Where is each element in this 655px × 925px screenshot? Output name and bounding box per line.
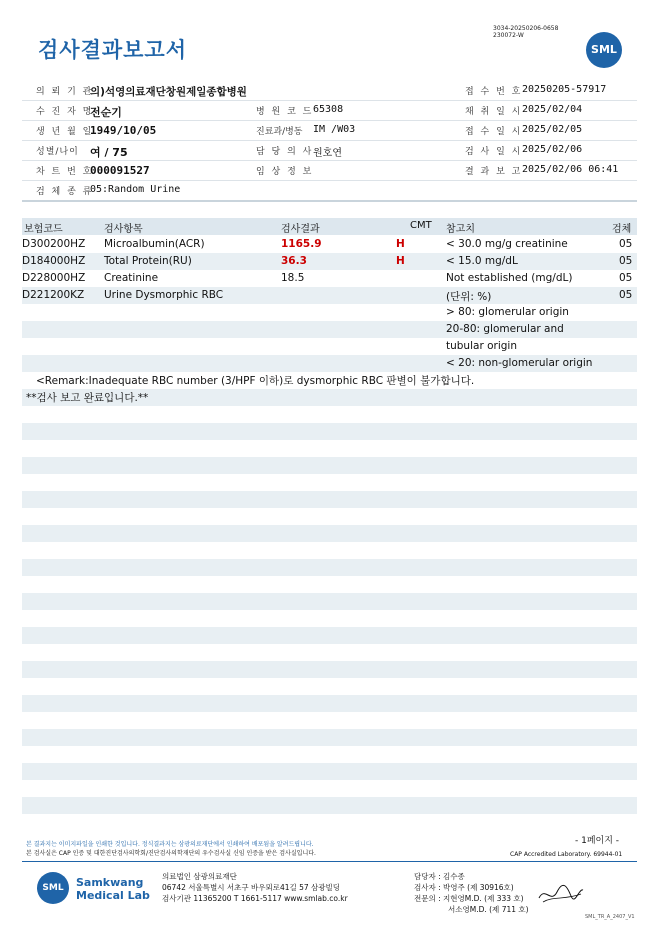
- test-date-value: 2025/02/06: [522, 144, 583, 155]
- row-ref: Not established (mg/dL): [446, 272, 573, 284]
- footer-brand: [76, 876, 150, 902]
- empty-row-band: [22, 525, 637, 542]
- row-specimen: 05: [619, 255, 633, 267]
- dept-value: IM /W03: [313, 124, 356, 135]
- sml-footer-logo-icon: SML: [37, 872, 69, 904]
- reference-line: [22, 355, 637, 372]
- notice-line-1: 본 결과지는 이미지파일을 인쇄한 것입니다. 정식결과지는 삼광의료재단에서 인쇄하여 배포됨을 알려드립니다.: [26, 841, 314, 848]
- doc-number-line-1: 3034-20250206-0658: [493, 25, 559, 32]
- header-code: 보험코드: [24, 224, 63, 235]
- patient-label: 수 진 자 명: [36, 107, 94, 117]
- doctor-label: 담 당 의 사: [256, 147, 314, 157]
- table-row: [22, 287, 637, 304]
- row-ref: < 30.0 mg/g creatinine: [446, 238, 568, 250]
- reference-text: > 80: glomerular origin: [446, 306, 569, 318]
- address-line-3: 검사기관 11365200 T 1661-5117 www.smlab.co.kr: [162, 894, 348, 903]
- reference-text: 20-80: glomerular and: [446, 323, 564, 335]
- reference-line: [22, 338, 637, 355]
- address-line-2: 06742 서울특별시 서초구 바우뫼로41길 57 삼광빌딩: [162, 883, 341, 892]
- footer-address: [162, 871, 348, 904]
- header-cmt: CMT: [410, 220, 432, 231]
- table-row: [22, 270, 637, 287]
- institution-label: 의 뢰 기 관: [36, 87, 94, 97]
- empty-row-band: [22, 729, 637, 746]
- row-specimen: 05: [619, 238, 633, 250]
- empty-row-band: [22, 627, 637, 644]
- row-ref: < 15.0 mg/dL: [446, 255, 518, 267]
- header-result: 검사결과: [281, 224, 320, 235]
- results-table-header: [22, 218, 637, 235]
- row-result: 36.3: [281, 255, 307, 267]
- dept-label: 진료과/병동: [256, 127, 303, 137]
- row-code: D184000HZ: [22, 255, 86, 267]
- row-code: D221200KZ: [22, 289, 85, 301]
- info-row-institution: [22, 80, 637, 101]
- footer-divider: [22, 861, 637, 862]
- cap-accreditation: CAP Accredited Laboratory. 69944-01: [510, 851, 623, 858]
- signature-icon: [537, 882, 585, 906]
- empty-row-band: [22, 695, 637, 712]
- page-number: - 1페이지 -: [575, 836, 620, 846]
- test-date-label: 검 사 일 시: [465, 147, 523, 157]
- reference-line: [22, 304, 637, 321]
- hospital-code-label: 병 원 코 드: [256, 107, 314, 117]
- brand-line-1: Samkwang: [76, 876, 144, 889]
- empty-row-band: [22, 763, 637, 780]
- row-item: Urine Dysmorphic RBC: [104, 289, 224, 301]
- staff-line-4: 서소영M.D. (제 711 호): [448, 905, 529, 914]
- report-date-value: 2025/02/06 06:41: [522, 164, 619, 175]
- address-line-1: 의료법인 삼광의료재단: [162, 872, 237, 881]
- notice-line-2: 본 검사실은 CAP 인증 및 대한진단검사의학회/진단검사의학재단의 우수검사실 신임 인증을 받은 검사실입니다.: [26, 850, 316, 857]
- row-code: D228000HZ: [22, 272, 86, 284]
- doc-number-line-2: 230072-W: [493, 32, 524, 39]
- receipt-no-value: 20250205-57917: [522, 84, 607, 95]
- chart-no-value: 000091527: [90, 164, 150, 177]
- row-item: Creatinine: [104, 272, 159, 284]
- row-flag: H: [396, 255, 405, 267]
- footer-staff: [414, 871, 529, 915]
- row-result: 18.5: [281, 272, 305, 284]
- report-complete-text: **검사 보고 완료입니다.**: [26, 392, 149, 404]
- empty-row-band: [22, 593, 637, 610]
- table-row: [22, 236, 637, 253]
- info-row-sex-age: [22, 140, 637, 161]
- row-flag: H: [396, 238, 405, 250]
- reference-text: tubular origin: [446, 340, 517, 352]
- header-ref: 참고치: [446, 224, 475, 235]
- hospital-code-value: 65308: [313, 104, 344, 115]
- collect-date-label: 채 취 일 시: [465, 107, 523, 117]
- info-row-specimen: [22, 180, 637, 202]
- empty-row-band: [22, 491, 637, 508]
- receipt-no-label: 접 수 번 호: [465, 87, 523, 97]
- staff-line-1: 담당자 : 김수종: [414, 872, 465, 881]
- footer-notice: [26, 840, 316, 858]
- sex-age-label: 성별/나이: [36, 147, 79, 157]
- chart-no-label: 차 트 번 호: [36, 167, 94, 177]
- header-item: 검사항목: [104, 224, 143, 235]
- sml-logo-icon: SML: [586, 32, 622, 68]
- report-title: 검사결과보고서: [38, 38, 188, 62]
- empty-row-band: [22, 559, 637, 576]
- institution-value: 의)석영의료재단창원제일종합병원: [90, 86, 247, 98]
- results-table-body: [22, 236, 637, 372]
- document-number: [493, 25, 558, 39]
- info-row-patient: [22, 100, 637, 121]
- birth-value: 1949/10/05: [90, 124, 157, 137]
- empty-row-band: [22, 457, 637, 474]
- birth-label: 생 년 월 일: [36, 127, 94, 137]
- header-specimen: 검체: [612, 224, 632, 235]
- staff-line-2: 검사자 : 박영주 (제 30916호): [414, 883, 514, 892]
- empty-row-band: [22, 661, 637, 678]
- sex-age-value: 여 / 75: [90, 146, 128, 159]
- doctor-value: 원호연: [313, 148, 342, 159]
- empty-row-band: [22, 423, 637, 440]
- row-ref: (단위: %): [446, 291, 492, 303]
- reference-line: [22, 321, 637, 338]
- form-number: SML_TR_A_2407_V1: [585, 914, 635, 920]
- row-specimen: 05: [619, 272, 633, 284]
- table-row: [22, 253, 637, 270]
- brand-line-2: Medical Lab: [76, 889, 150, 902]
- receipt-date-value: 2025/02/05: [522, 124, 583, 135]
- receipt-date-label: 접 수 일 시: [465, 127, 523, 137]
- remark-text: <Remark:Inadequate RBC number (3/HPF 이하)로 dysmorphic RBC 판별이 불가합니다.: [36, 375, 475, 387]
- info-row-birth: [22, 120, 637, 141]
- row-item: Microalbumin(ACR): [104, 238, 205, 250]
- clinical-label: 임 상 정 보: [256, 167, 314, 177]
- report-date-label: 결 과 보 고: [465, 167, 523, 177]
- collect-date-value: 2025/02/04: [522, 104, 583, 115]
- empty-row-band: [22, 797, 637, 814]
- specimen-value: 05:Random Urine: [90, 184, 181, 195]
- row-specimen: 05: [619, 289, 633, 301]
- patient-value: 전순기: [90, 106, 122, 119]
- row-item: Total Protein(RU): [104, 255, 192, 267]
- row-result: 1165.9: [281, 238, 322, 250]
- staff-line-3: 전문의 : 지현영M.D. (제 333 호): [414, 894, 524, 903]
- info-row-chart: [22, 160, 637, 181]
- reference-text: < 20: non-glomerular origin: [446, 357, 593, 369]
- specimen-label: 검 체 종 류: [36, 187, 94, 197]
- row-code: D300200HZ: [22, 238, 86, 250]
